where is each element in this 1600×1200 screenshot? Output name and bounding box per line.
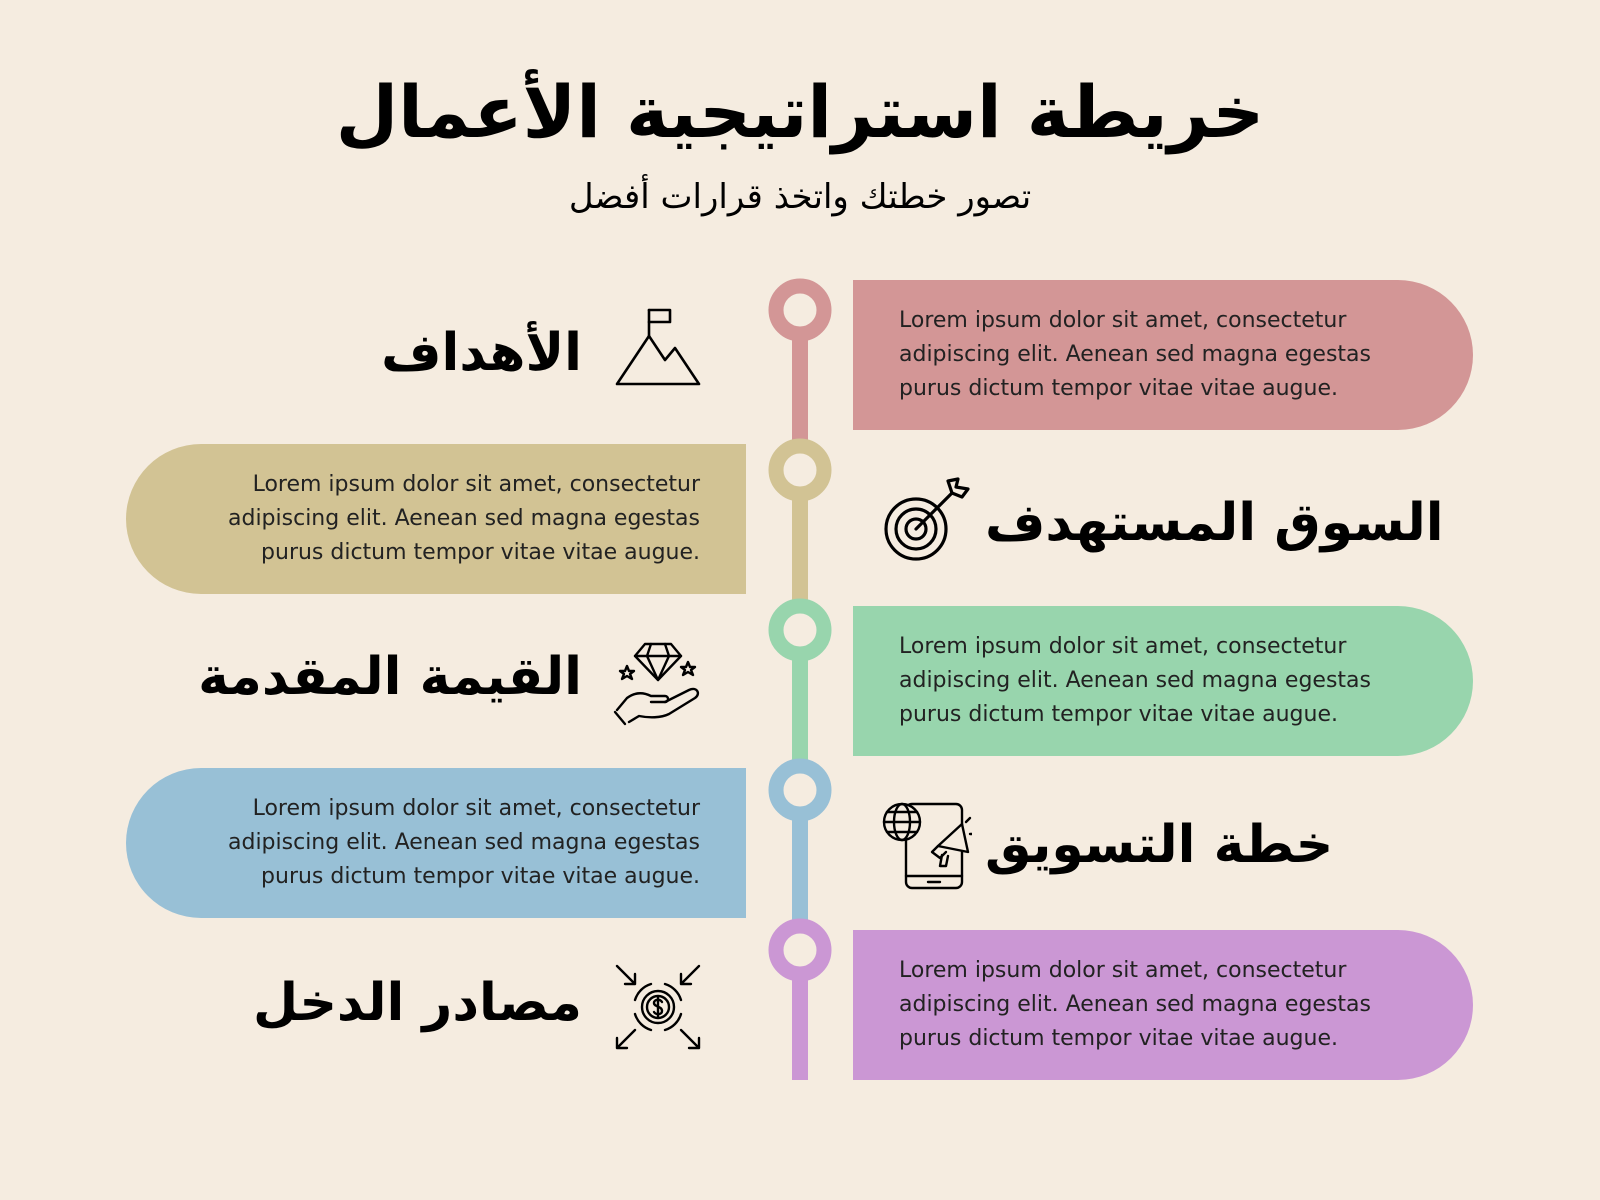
phone-megaphone-globe-icon (882, 800, 972, 890)
goals-heading: الأهداف (381, 323, 582, 383)
goals-description: Lorem ipsum dolor sit amet, consectetur adipiscing elit. Aenean sed magna egestas purus dictum tempor vitae vitae augue. (899, 308, 1371, 401)
marketing-description-box (126, 768, 746, 918)
timeline-node-market (776, 446, 824, 494)
mountain-flag-icon (613, 306, 703, 396)
value-description: Lorem ipsum dolor sit amet, consectetur adipiscing elit. Aenean sed magna egestas purus dictum tempor vitae vitae augue. (899, 634, 1371, 727)
revenue-heading: مصادر الدخل (253, 973, 582, 1033)
timeline-node-goals (776, 286, 824, 334)
hand-diamond-icon (613, 636, 703, 726)
value-heading: القيمة المقدمة (198, 647, 582, 707)
revenue-description-box (853, 930, 1473, 1080)
market-description: Lorem ipsum dolor sit amet, consectetur adipiscing elit. Aenean sed magna egestas purus dictum tempor vitae vitae augue. (228, 472, 700, 565)
coin-arrows-icon (613, 962, 703, 1052)
goals-description-box (853, 280, 1473, 430)
page-subtitle: تصور خطتك واتخذ قرارات أفضل (568, 177, 1032, 217)
value-description-box (853, 606, 1473, 756)
timeline-node-revenue (776, 926, 824, 974)
target-arrow-icon (882, 475, 972, 565)
timeline-node-value (776, 606, 824, 654)
timeline-node-marketing (776, 766, 824, 814)
revenue-description: Lorem ipsum dolor sit amet, consectetur adipiscing elit. Aenean sed magna egestas purus dictum tempor vitae vitae augue. (899, 958, 1371, 1051)
marketing-description: Lorem ipsum dolor sit amet, consectetur adipiscing elit. Aenean sed magna egestas purus dictum tempor vitae vitae augue. (228, 796, 700, 889)
market-heading: السوق المستهدف (985, 493, 1444, 553)
market-description-box (126, 444, 746, 594)
page-title: خريطة استراتيجية الأعمال (335, 70, 1265, 154)
marketing-heading: خطة التسويق (985, 815, 1334, 875)
